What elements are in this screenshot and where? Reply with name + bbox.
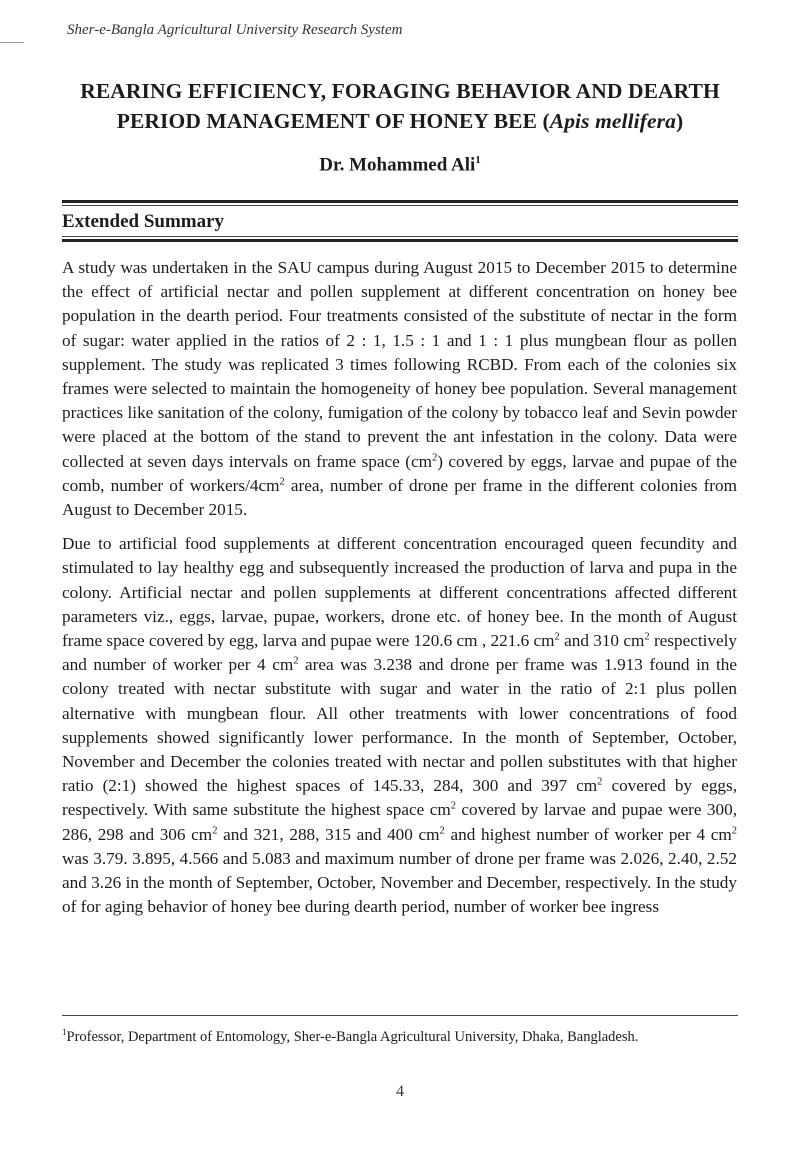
p2-text-g: and 321, 288, 315 and 400 cm (217, 824, 440, 844)
scan-edge-mark (0, 42, 24, 43)
author-name: Dr. Mohammed Ali (319, 154, 476, 176)
p2-sup-2: 2 (644, 631, 650, 643)
running-header: Sher-e-Bangla Agricultural University Research System (67, 22, 403, 38)
p1-text-b: ) covered by eggs, larvae and pupae of the comb, number of workers/4cm (62, 451, 737, 495)
p1-sup-1: 2 (431, 451, 438, 463)
paper-title (40, 76, 760, 136)
section-rule-top-thick (62, 200, 738, 203)
p2-sup-7: 2 (439, 824, 445, 836)
section-heading: Extended Summary (62, 211, 225, 232)
p2-text-d: area was 3.238 and drone per frame was 1.913 found in the colony treated with nectar substitute with sugar and water in the ratio of 2:1 plus pollen alternative with mungbean flour. All other treatments with lower concentrations of food supplements showed significantly lower performance. In the month of September, October, November and December the colonies treated with nectar and pollen substitutes with that higher ratio (2:1) showed the highest spaces of 145.33, 284, 300 and 397 cm (62, 655, 737, 796)
footnote (62, 1022, 737, 1047)
summary-body (62, 256, 737, 929)
section-rule-bottom-thick (62, 239, 738, 242)
p2-sup-6: 2 (212, 824, 218, 836)
title-line-1: REARING EFFICIENCY, FORAGING BEHAVIOR AND DEARTH (80, 79, 720, 103)
p1-text-a: A study was undertaken in the SAU campus during August 2015 to December 2015 to determine the effect of artificial nectar and pollen supplement at different concentration on honey bee population in the dearth period. Four treatments consisted of the substitute of nectar in the form of sugar: water applied in the ratios of 2 : 1, 1.5 : 1 and 1 : 1 plus mungbean flour as pollen supplement. The study was replicated 3 times following RCBD. From each of the colonies six frames were selected to maintain the homogeneity of honey bee population. Several management practices like sanitation of the colony, fumigation of the colony by tobacco leaf and Sevin powder were placed at the bottom of the stand to prevent the ant infestation in the colony. Data were collected at seven days intervals on frame space (cm (62, 258, 737, 471)
p1-text-c: area, number of drone per frame in the different colonies from August to December 2015. (62, 475, 737, 520)
p2-text-f: covered by larvae and pupae were 300, 286, 298 and 306 cm (62, 800, 737, 844)
p1-sup-2: 2 (279, 476, 285, 488)
p2-sup-5: 2 (450, 800, 456, 812)
title-species: Apis mellifera (549, 109, 676, 133)
author (40, 154, 760, 176)
section-rule-top-thin (62, 205, 738, 206)
p2-text-e: covered by eggs, respectively. With same substitute the highest space cm (62, 776, 737, 820)
p2-text-b: and 310 cm (559, 631, 645, 651)
title-line-2-end: ) (675, 109, 684, 133)
p2-text-a: Due to artificial food supplements at different concentration encouraged queen fecundity and stimulated to lay healthy egg and subsequently increased the production of larva and pupa in the colony. Artificial nectar and pollen supplements at different concentrations affected different parameters viz., eggs, larvae, pupae, workers, drone etc. of honey bee. In the month of August frame space covered by egg, larva and pupae were 120.6 cm , 221.6 cm (62, 534, 737, 651)
p2-text-c: respectively and number of worker per 4 cm (62, 631, 737, 675)
p2-sup-8: 2 (731, 824, 737, 836)
title-line-2: PERIOD MANAGEMENT OF HONEY BEE ( (116, 109, 550, 133)
author-affiliation-mark: 1 (475, 154, 481, 166)
p2-sup-1: 2 (554, 631, 560, 643)
page-number: 4 (396, 1083, 404, 1100)
section-rule-bottom-thin (62, 236, 738, 237)
footnote-mark: 1 (62, 1027, 67, 1037)
footnote-rule (62, 1015, 738, 1016)
paragraph-1 (62, 256, 737, 522)
p2-text-h: and highest number of worker per 4 cm (444, 824, 732, 844)
p2-sup-3: 2 (293, 655, 299, 667)
footnote-text: Professor, Department of Entomology, Sher-e-Bangla Agricultural University, Dhaka, Bangladesh. (66, 1028, 639, 1045)
p2-sup-4: 2 (597, 776, 603, 788)
p2-text-i: was 3.79. 3.895, 4.566 and 5.083 and maximum number of drone per frame was 2.026, 2.40, 2.52 and 3.26 in the month of September, October, November and December, respectively. In the study of for aging behavior of honey bee during dearth period, number of worker bee ingress (62, 848, 737, 917)
paragraph-2 (62, 532, 737, 919)
